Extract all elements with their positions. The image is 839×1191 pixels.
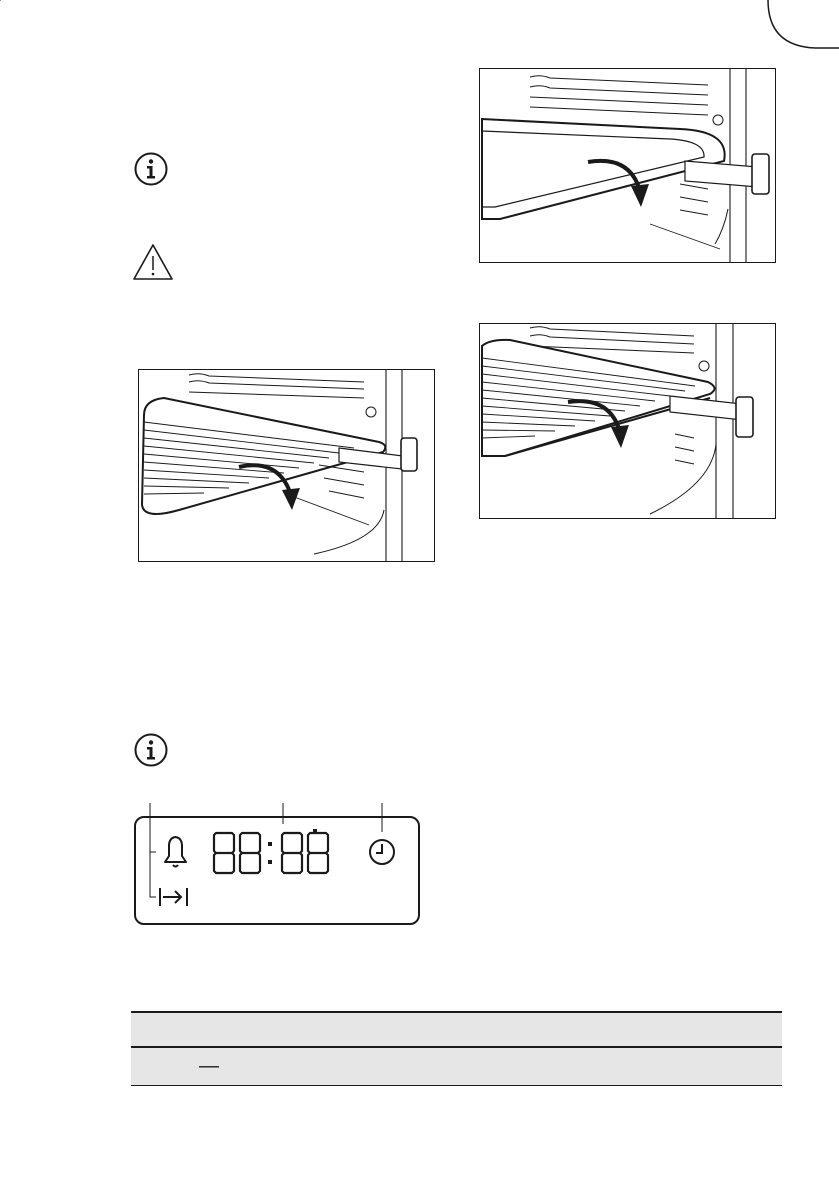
table-header-row: [131, 1011, 782, 1048]
table-cell-symbol: —: [199, 1055, 219, 1077]
duration-arrow-icon: [160, 888, 187, 906]
tray-with-shelf-illustration: [479, 323, 776, 519]
info-icon: [133, 151, 169, 187]
display-table: [131, 1011, 782, 1086]
baking-tray-illustration: [479, 68, 776, 263]
clock-icon: [370, 840, 394, 864]
bell-icon: [165, 837, 186, 867]
info-icon: [133, 732, 169, 768]
table-row: [131, 1048, 782, 1086]
digits-display: [214, 833, 328, 873]
control-display-diagram: [130, 800, 430, 935]
warning-triangle-icon: [131, 242, 175, 282]
page-cut-mark: [0, 0, 839, 70]
wire-shelf-illustration: [138, 369, 435, 562]
